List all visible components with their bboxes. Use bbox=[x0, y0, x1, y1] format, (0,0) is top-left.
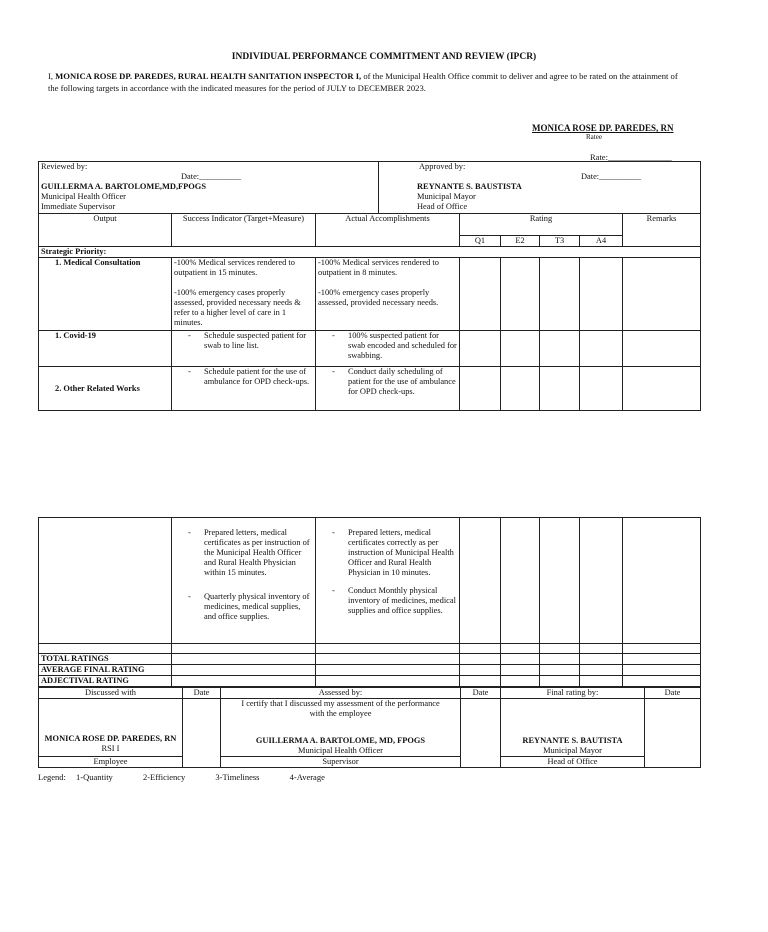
spacer-cell bbox=[460, 644, 501, 654]
adjectival-rating-label: ADJECTIVAL RATING bbox=[39, 676, 172, 687]
total-cell[interactable] bbox=[316, 654, 460, 665]
rating-t3-cell[interactable] bbox=[540, 258, 580, 331]
total-cell[interactable] bbox=[460, 654, 501, 665]
rating-q1-cell[interactable] bbox=[460, 518, 501, 644]
assessor-role: Supervisor bbox=[221, 757, 461, 768]
total-ratings-label: TOTAL RATINGS bbox=[39, 654, 172, 665]
success-indicator-cell bbox=[172, 258, 316, 331]
rate-date-field[interactable]: Rate:_______________ bbox=[590, 152, 672, 162]
average-cell[interactable] bbox=[316, 665, 460, 676]
table-row bbox=[39, 665, 701, 676]
approval-date-field[interactable]: Date:__________ bbox=[581, 172, 642, 181]
reviewed-by-cell bbox=[39, 162, 379, 214]
accomplishment-text: - Conduct Monthly physical inventory of medicines, medical supplies and office supplies. bbox=[332, 586, 457, 616]
employee-signature-cell bbox=[39, 699, 183, 757]
final-rater-name: REYNANTE S. BAUTISTA bbox=[522, 736, 623, 745]
review-block bbox=[38, 161, 701, 214]
legend-quantity: 1-Quantity bbox=[75, 772, 113, 782]
employee-role: Employee bbox=[39, 757, 183, 768]
adjectival-cell[interactable] bbox=[540, 676, 580, 687]
success-indicator-text: - Prepared letters, medical certificates as per instruction of the Municipal Health Officer and Rural Health Physician within 15 minutes. bbox=[188, 528, 313, 578]
ipcr-table-continued bbox=[38, 517, 701, 687]
intro-text: of the Municipal Health Office commit to deliver and agree to be rated on the attainment of the following targets in accordance with the indicated measures for the period of JULY to DECEMBER 2023. bbox=[48, 71, 678, 93]
rating-e2-cell[interactable] bbox=[501, 258, 540, 331]
actual-accomplishment-cell bbox=[316, 367, 460, 411]
spacer-cell bbox=[580, 644, 623, 654]
rating-e2-cell[interactable] bbox=[501, 518, 540, 644]
table-row bbox=[39, 367, 701, 411]
approver-role: Head of Office bbox=[417, 202, 468, 211]
rating-a4-cell[interactable] bbox=[580, 331, 623, 367]
accomplishment-text: -100% emergency cases properly assessed, provided necessary needs. bbox=[318, 288, 439, 307]
total-cell[interactable] bbox=[623, 654, 701, 665]
spacer-cell bbox=[172, 644, 316, 654]
ratee-label: Ratee bbox=[586, 133, 602, 141]
spacer-cell bbox=[39, 644, 172, 654]
intro-prefix: I, bbox=[48, 71, 56, 81]
employee-position: RSI I bbox=[101, 744, 120, 753]
approved-by-label: Approved by: bbox=[419, 162, 466, 171]
legend-label: Legend: bbox=[38, 772, 66, 782]
accomplishment-text: -100% Medical services rendered to outpatient in 8 minutes. bbox=[318, 258, 439, 277]
spacer-cell bbox=[540, 644, 580, 654]
header-q1: Q1 bbox=[460, 236, 501, 247]
final-rater-date-cell[interactable] bbox=[645, 699, 701, 768]
output-cell bbox=[39, 518, 172, 644]
average-cell[interactable] bbox=[540, 665, 580, 676]
final-rater-title: Municipal Mayor bbox=[543, 746, 602, 755]
total-cell[interactable] bbox=[580, 654, 623, 665]
adjectival-cell[interactable] bbox=[172, 676, 316, 687]
accomplishment-text: - 100% suspected patient for swab encoded and scheduled for swabbing. bbox=[332, 331, 457, 361]
final-rating-by-label: Final rating by: bbox=[501, 688, 645, 699]
legend-timeliness: 3-Timeliness bbox=[215, 772, 260, 782]
final-rater-signature-cell bbox=[501, 699, 645, 757]
assessor-date-cell[interactable] bbox=[461, 699, 501, 768]
reviewer-title: Municipal Health Officer bbox=[41, 192, 126, 201]
output-other-related-works: 2. Other Related Works bbox=[39, 367, 172, 411]
success-indicator-text: - Schedule suspected patient for swab to line list. bbox=[188, 331, 313, 351]
employee-date-cell[interactable] bbox=[183, 699, 221, 768]
approver-name: REYNANTE S. BAUSTISTA bbox=[417, 182, 522, 191]
rating-t3-cell[interactable] bbox=[540, 518, 580, 644]
average-cell[interactable] bbox=[172, 665, 316, 676]
remarks-cell[interactable] bbox=[623, 367, 701, 411]
actual-accomplishment-cell bbox=[316, 518, 460, 644]
assessor-signature-cell bbox=[221, 699, 461, 757]
review-date-field[interactable]: Date:__________ bbox=[181, 172, 242, 181]
header-rating: Rating bbox=[460, 214, 623, 236]
rating-q1-cell[interactable] bbox=[460, 258, 501, 331]
output-medical-consultation: 1. Medical Consultation bbox=[39, 258, 172, 331]
adjectival-cell[interactable] bbox=[316, 676, 460, 687]
success-indicator-text: -100% emergency cases properly assessed, provided necessary needs & refer to a higher level of care in 1 minutes. bbox=[174, 288, 301, 327]
table-row bbox=[39, 644, 701, 654]
header-actual-accomplishments: Actual Accomplishments bbox=[316, 214, 460, 247]
assessor-name: GUILLERMA A. BARTOLOME, MD, FPOGS bbox=[255, 736, 426, 745]
success-indicator-cell bbox=[172, 331, 316, 367]
legend bbox=[38, 772, 353, 782]
employee-name-position: MONICA ROSE DP. PAREDES, RURAL HEALTH SANITATION INSPECTOR I, bbox=[55, 71, 362, 81]
ratee-name: MONICA ROSE DP. PAREDES, RN bbox=[532, 123, 674, 133]
average-cell[interactable] bbox=[501, 665, 540, 676]
rating-a4-cell[interactable] bbox=[580, 518, 623, 644]
document-title: INDIVIDUAL PERFORMANCE COMMITMENT AND REVIEW (IPCR) bbox=[231, 52, 537, 62]
header-e2: E2 bbox=[501, 236, 540, 247]
success-indicator-text: -100% Medical services rendered to outpatient in 15 minutes. bbox=[174, 258, 295, 277]
spacer-cell bbox=[501, 644, 540, 654]
legend-efficiency: 2-Efficiency bbox=[142, 772, 186, 782]
average-final-rating-label: AVERAGE FINAL RATING bbox=[39, 665, 172, 676]
final-rater-role: Head of Office bbox=[501, 757, 645, 768]
assessor-title: Municipal Health Officer bbox=[298, 746, 383, 755]
date-label: Date bbox=[183, 688, 221, 699]
certification-text: I certify that I discussed my assessment of the performance with the employee bbox=[241, 699, 440, 718]
accomplishment-text: - Prepared letters, medical certificates correctly as per instruction of Municipal Health Officer and Rural Health Physician in 10 minutes. bbox=[332, 528, 457, 578]
reviewer-name: GUILLERMA A. BARTOLOME,MD,FPOGS bbox=[41, 182, 206, 191]
success-indicator-cell bbox=[172, 518, 316, 644]
adjectival-cell[interactable] bbox=[460, 676, 501, 687]
average-cell[interactable] bbox=[623, 665, 701, 676]
header-success-indicator: Success Indicator (Target+Measure) bbox=[172, 214, 316, 247]
success-indicator-text: - Schedule patient for the use of ambulance for OPD check-ups. bbox=[188, 367, 313, 387]
signoff-table bbox=[38, 687, 701, 768]
header-output: Output bbox=[39, 214, 172, 247]
legend-average: 4-Average bbox=[289, 772, 325, 782]
output-covid-19: 1. Covid-19 bbox=[39, 331, 172, 367]
rating-e2-cell[interactable] bbox=[501, 367, 540, 411]
strategic-priority-label: Strategic Priority: bbox=[39, 247, 701, 258]
remarks-cell[interactable] bbox=[623, 331, 701, 367]
commitment-statement bbox=[48, 70, 688, 94]
total-cell[interactable] bbox=[501, 654, 540, 665]
spacer-cell bbox=[623, 644, 701, 654]
assessed-by-label: Assessed by: bbox=[221, 688, 461, 699]
remarks-cell[interactable] bbox=[623, 258, 701, 331]
table-row bbox=[39, 654, 701, 665]
success-indicator-cell bbox=[172, 367, 316, 411]
rating-q1-cell[interactable] bbox=[460, 367, 501, 411]
rating-a4-cell[interactable] bbox=[580, 258, 623, 331]
reviewer-role: Immediate Supervisor bbox=[41, 202, 116, 211]
date-label: Date bbox=[645, 688, 701, 699]
total-cell[interactable] bbox=[540, 654, 580, 665]
average-cell[interactable] bbox=[580, 665, 623, 676]
header-t3: T3 bbox=[540, 236, 580, 247]
table-row bbox=[39, 258, 701, 331]
table-row bbox=[39, 331, 701, 367]
approver-title: Municipal Mayor bbox=[417, 192, 476, 201]
header-remarks: Remarks bbox=[623, 214, 701, 247]
rating-a4-cell[interactable] bbox=[580, 367, 623, 411]
remarks-cell[interactable] bbox=[623, 518, 701, 644]
adjectival-cell[interactable] bbox=[623, 676, 701, 687]
table-row bbox=[39, 676, 701, 687]
rating-t3-cell[interactable] bbox=[540, 331, 580, 367]
ipcr-table bbox=[38, 213, 701, 411]
average-cell[interactable] bbox=[460, 665, 501, 676]
header-a4: A4 bbox=[580, 236, 623, 247]
table-row bbox=[39, 518, 701, 644]
rating-e2-cell[interactable] bbox=[501, 331, 540, 367]
accomplishment-text: - Conduct daily scheduling of patient for the use of ambulance for OPD check-ups. bbox=[332, 367, 457, 397]
employee-name: MONICA ROSE DP. PAREDES, RN bbox=[44, 734, 177, 743]
discussed-with-label: Discussed with bbox=[39, 688, 183, 699]
rating-t3-cell[interactable] bbox=[540, 367, 580, 411]
total-cell[interactable] bbox=[172, 654, 316, 665]
rating-q1-cell[interactable] bbox=[460, 331, 501, 367]
reviewed-by-label: Reviewed by: bbox=[41, 162, 88, 171]
approved-by-cell bbox=[379, 162, 701, 214]
success-indicator-text: - Quarterly physical inventory of medicines, medical supplies, and office supplies. bbox=[188, 592, 313, 622]
adjectival-cell[interactable] bbox=[501, 676, 540, 687]
spacer-cell bbox=[316, 644, 460, 654]
actual-accomplishment-cell bbox=[316, 331, 460, 367]
actual-accomplishment-cell bbox=[316, 258, 460, 331]
adjectival-cell[interactable] bbox=[580, 676, 623, 687]
date-label: Date bbox=[461, 688, 501, 699]
